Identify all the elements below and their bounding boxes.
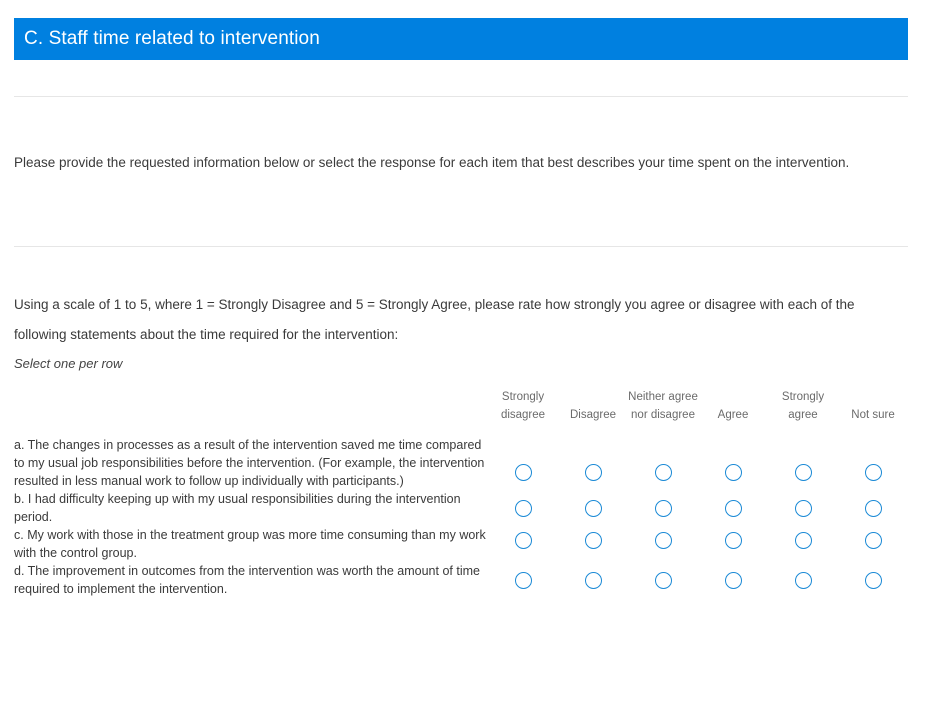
question-block [14, 290, 908, 371]
radio-cell-d-not-sure[interactable] [838, 562, 908, 598]
radio-button-icon[interactable] [585, 464, 602, 481]
column-header-neither: Neither agree nor disagree [628, 391, 698, 421]
divider-middle [14, 246, 908, 247]
matrix-question [14, 388, 908, 598]
question-text: Using a scale of 1 to 5, where 1 = Strongly Disagree and 5 = Strongly Agree, please rate how strongly you agree or disagree with each of the following statements about the time required for the intervention: [14, 297, 855, 342]
radio-cell-d-strongly-agree[interactable] [768, 562, 838, 598]
radio-cell-b-neither[interactable] [628, 490, 698, 526]
radio-cell-d-agree[interactable] [698, 562, 768, 598]
radio-button-icon[interactable] [725, 500, 742, 517]
radio-button-icon[interactable] [585, 572, 602, 589]
radio-cell-d-disagree[interactable] [558, 562, 628, 598]
radio-button-icon[interactable] [725, 572, 742, 589]
radio-button-icon[interactable] [865, 572, 882, 589]
column-header-agree: Agree [717, 409, 749, 421]
row-label-d: d. The improvement in outcomes from the intervention was worth the amount of time required to implement the intervention. [14, 564, 480, 596]
radio-cell-a-not-sure[interactable] [838, 436, 908, 490]
radio-cell-c-not-sure[interactable] [838, 526, 908, 562]
radio-cell-a-strongly-agree[interactable] [768, 436, 838, 490]
table-row [14, 436, 908, 490]
radio-cell-c-neither[interactable] [628, 526, 698, 562]
radio-button-icon[interactable] [655, 572, 672, 589]
table-row [14, 562, 908, 598]
radio-button-icon[interactable] [585, 500, 602, 517]
radio-cell-a-disagree[interactable] [558, 436, 628, 490]
column-header-not-sure: Not sure [851, 409, 895, 421]
table-row [14, 526, 908, 562]
radio-button-icon[interactable] [795, 572, 812, 589]
radio-button-icon[interactable] [725, 464, 742, 481]
radio-cell-c-strongly-agree[interactable] [768, 526, 838, 562]
intro-text: Please provide the requested information below or select the response for each item that best describes your time spent on the intervention. [14, 155, 850, 170]
matrix-table [14, 388, 908, 598]
radio-button-icon[interactable] [865, 464, 882, 481]
table-row [14, 490, 908, 526]
select-one-per-row-note: Select one per row [14, 356, 123, 371]
section-header [14, 18, 908, 60]
radio-cell-b-strongly-disagree[interactable] [488, 490, 558, 526]
radio-cell-b-disagree[interactable] [558, 490, 628, 526]
column-header-strongly-agree: Strongly agree [781, 391, 825, 421]
radio-button-icon[interactable] [655, 500, 672, 517]
radio-cell-c-disagree[interactable] [558, 526, 628, 562]
divider-top [14, 96, 908, 97]
matrix-corner-cell [14, 388, 488, 436]
radio-button-icon[interactable] [865, 532, 882, 549]
radio-button-icon[interactable] [655, 532, 672, 549]
radio-cell-b-not-sure[interactable] [838, 490, 908, 526]
radio-button-icon[interactable] [515, 500, 532, 517]
radio-button-icon[interactable] [655, 464, 672, 481]
radio-cell-b-strongly-agree[interactable] [768, 490, 838, 526]
radio-cell-a-strongly-disagree[interactable] [488, 436, 558, 490]
matrix-header-row [14, 388, 908, 436]
radio-button-icon[interactable] [865, 500, 882, 517]
row-label-a: a. The changes in processes as a result of the intervention saved me time compared to my usual job responsibilities before the intervention. (For example, the intervention resulted in less manual work to follow up individually with participants.) [14, 438, 485, 488]
radio-button-icon[interactable] [725, 532, 742, 549]
page-title: C. Staff time related to intervention [24, 28, 320, 49]
row-label-c: c. My work with those in the treatment group was more time consuming than my work with the control group. [14, 528, 486, 560]
radio-button-icon[interactable] [795, 532, 812, 549]
radio-button-icon[interactable] [795, 500, 812, 517]
column-header-disagree: Disagree [569, 409, 617, 421]
radio-button-icon[interactable] [515, 532, 532, 549]
radio-cell-d-neither[interactable] [628, 562, 698, 598]
radio-button-icon[interactable] [515, 464, 532, 481]
radio-cell-c-agree[interactable] [698, 526, 768, 562]
radio-cell-a-agree[interactable] [698, 436, 768, 490]
row-label-b: b. I had difficulty keeping up with my usual responsibilities during the intervention period. [14, 492, 461, 524]
radio-button-icon[interactable] [515, 572, 532, 589]
column-header-strongly-disagree: Strongly disagree [500, 391, 546, 421]
radio-cell-a-neither[interactable] [628, 436, 698, 490]
radio-cell-b-agree[interactable] [698, 490, 768, 526]
radio-cell-c-strongly-disagree[interactable] [488, 526, 558, 562]
radio-button-icon[interactable] [585, 532, 602, 549]
radio-cell-d-strongly-disagree[interactable] [488, 562, 558, 598]
radio-button-icon[interactable] [795, 464, 812, 481]
